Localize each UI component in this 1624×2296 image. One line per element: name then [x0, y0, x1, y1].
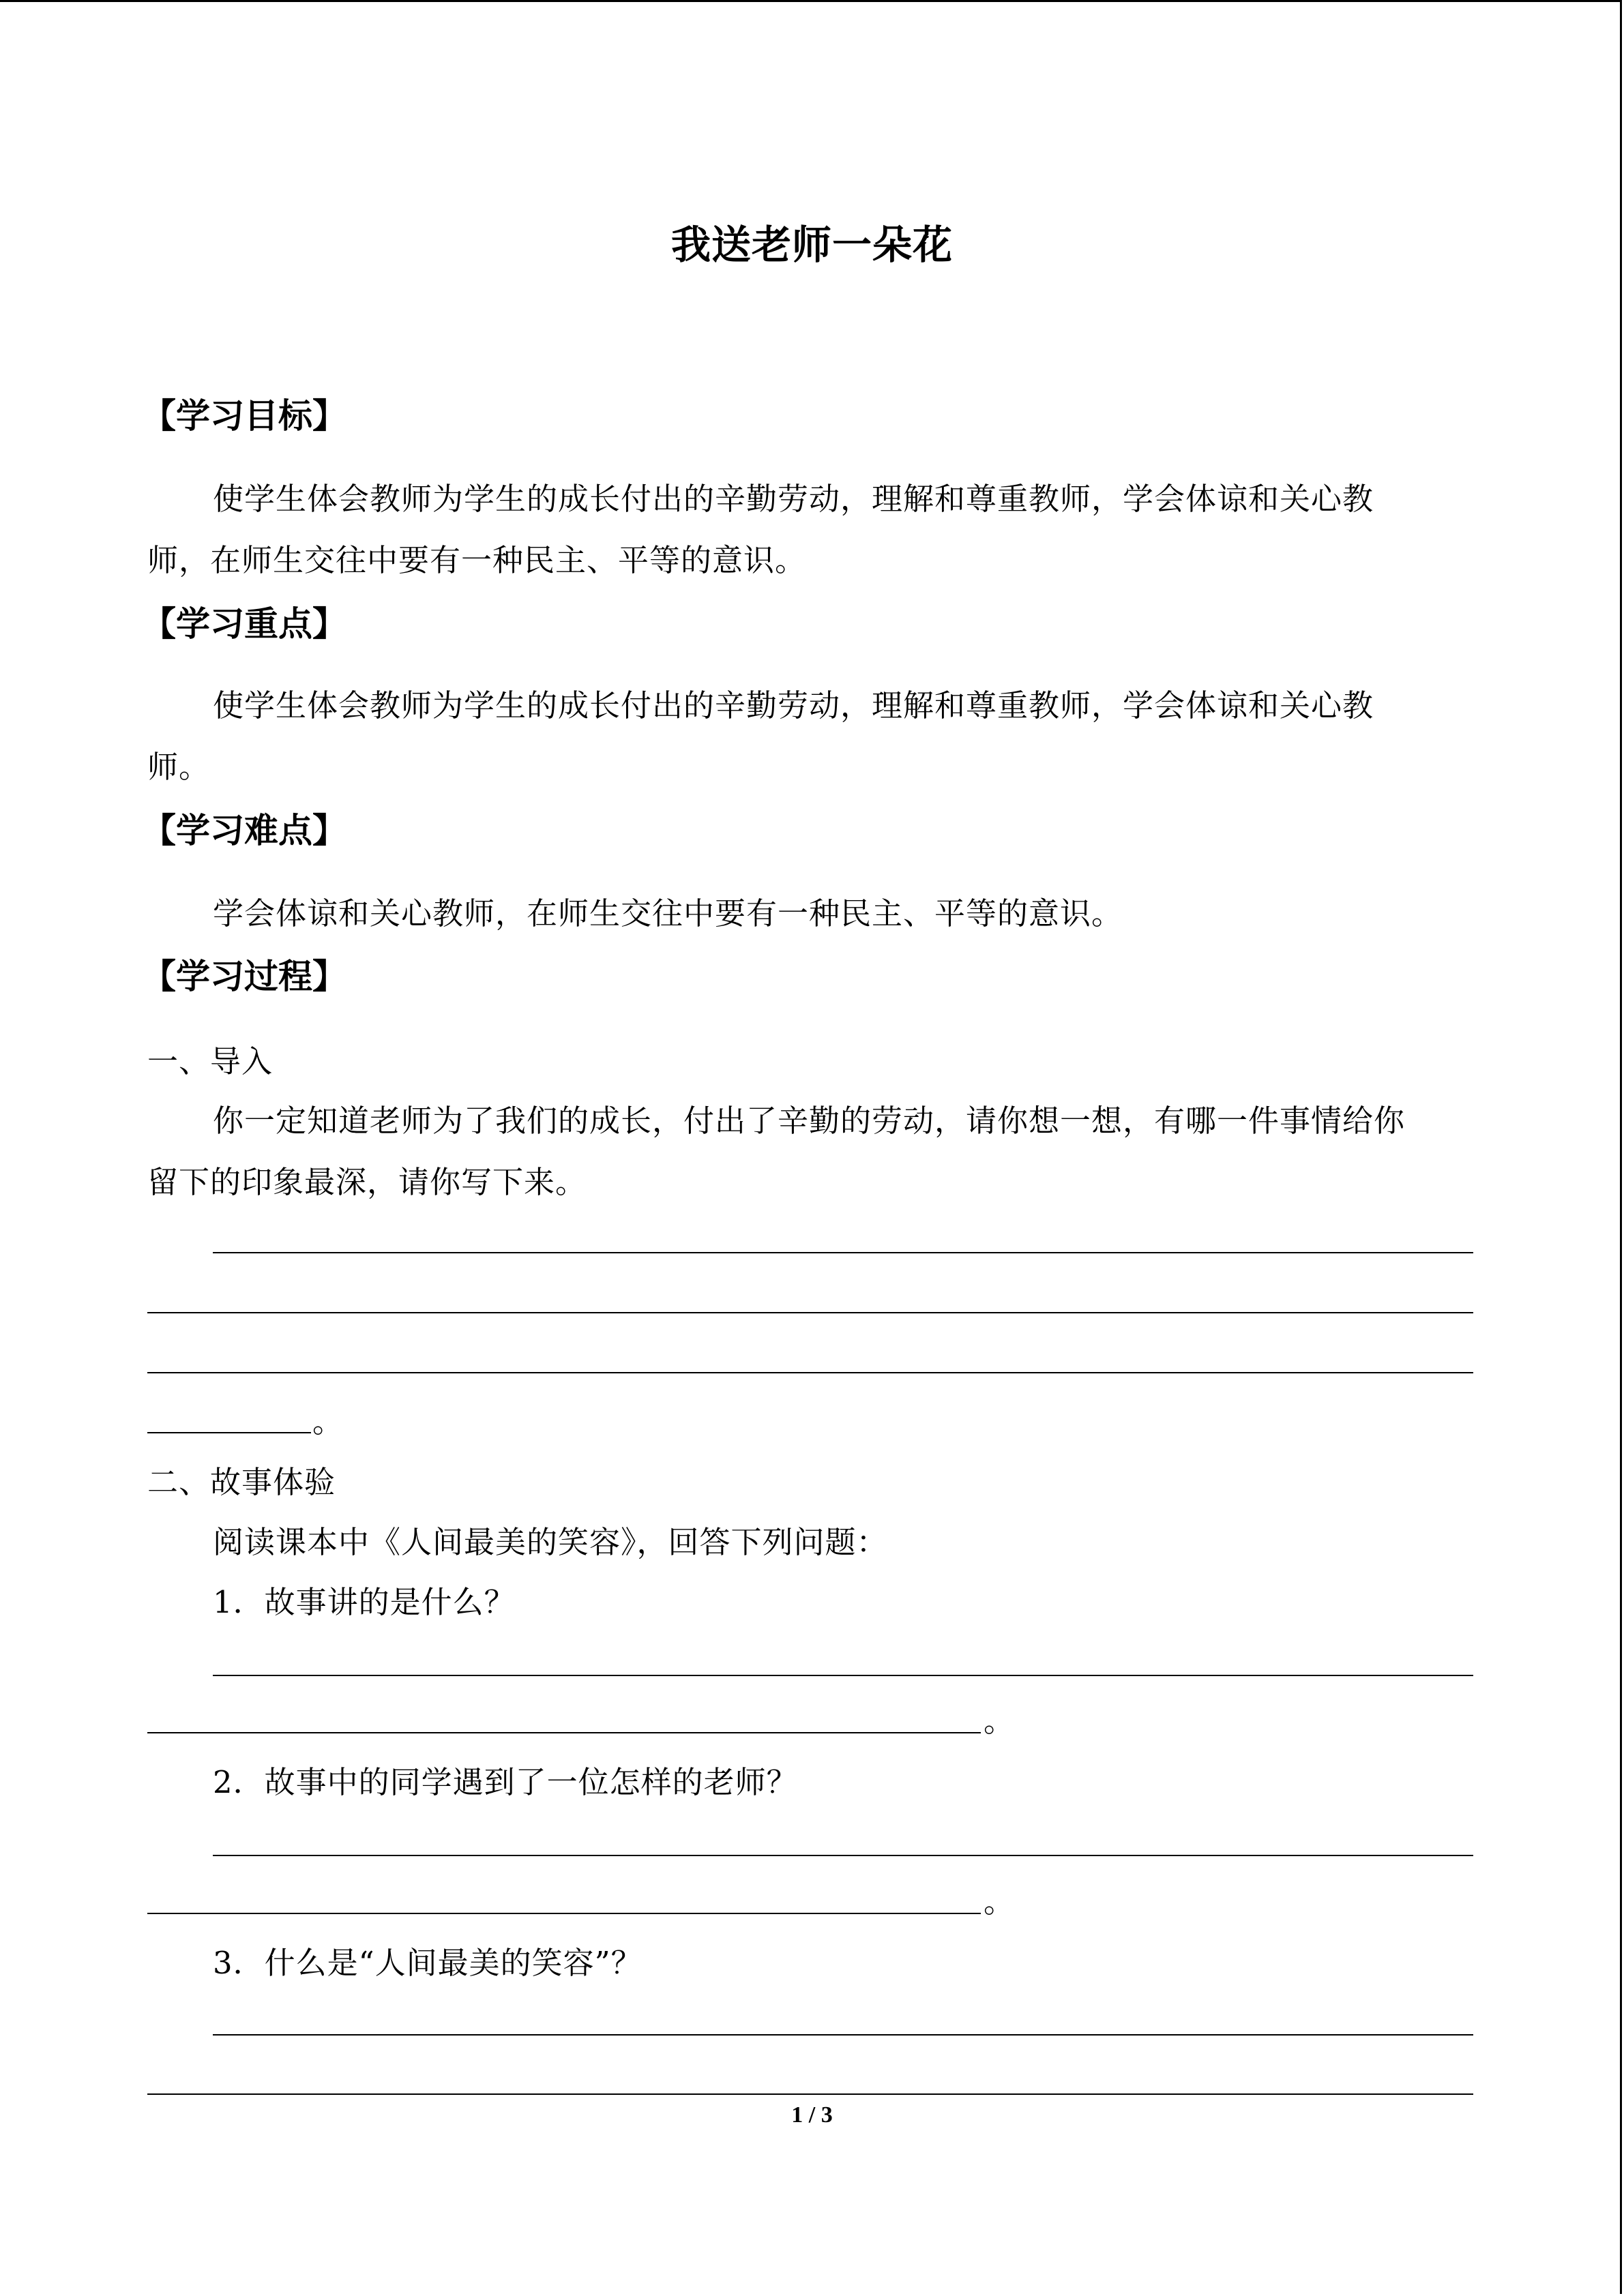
intro-text-line: 你一定知道老师为了我们的成长，付出了辛勤的劳动，请你想一想，有哪一件事情给你: [213, 1103, 1406, 1139]
answer-line[interactable]: [147, 1732, 981, 1733]
answer-line[interactable]: [213, 1855, 1473, 1856]
answer-line[interactable]: [147, 2093, 1473, 2095]
answer-line[interactable]: [147, 1372, 1473, 1373]
answer-line[interactable]: [213, 1252, 1473, 1253]
answer-line[interactable]: [147, 1312, 1473, 1313]
key-points-text-line: 师。: [147, 749, 211, 785]
page-title: 我送老师一朵花: [670, 222, 953, 268]
answer-end-mark: 。: [984, 1883, 1016, 1920]
section-heading-process: 【学习过程】: [142, 956, 346, 996]
key-points-text-line: 使学生体会教师为学生的成长付出的辛勤劳动，理解和尊重教师，学会体谅和关心教: [213, 687, 1374, 724]
intro-text-line: 留下的印象最深，请你写下来。: [147, 1164, 587, 1200]
answer-end-mark: 。: [312, 1403, 344, 1440]
intro-label: 一、导入: [147, 1043, 274, 1079]
page-number: 1 / 3: [791, 2102, 833, 2128]
story-label: 二、故事体验: [147, 1464, 336, 1500]
answer-line[interactable]: [213, 2034, 1473, 2036]
story-instruction: 阅读课本中《人间最美的笑容》，回答下列问题：: [213, 1524, 888, 1560]
question-2: 2．故事中的同学遇到了一位怎样的老师？: [213, 1764, 798, 1800]
section-heading-key-points: 【学习重点】: [142, 603, 346, 644]
answer-line[interactable]: [147, 1432, 311, 1433]
difficulties-text-line: 学会体谅和关心教师，在师生交往中要有一种民主、平等的意识。: [213, 895, 1123, 931]
answer-line[interactable]: [213, 1675, 1473, 1676]
objectives-text-line: 师，在师生交往中要有一种民主、平等的意识。: [147, 542, 807, 578]
answer-end-mark: 。: [984, 1703, 1016, 1739]
objectives-text-line: 使学生体会教师为学生的成长付出的辛勤劳动，理解和尊重教师，学会体谅和关心教: [213, 481, 1374, 517]
question-1: 1．故事讲的是什么？: [213, 1584, 516, 1620]
question-3: 3．什么是“人间最美的笑容”？: [213, 1945, 643, 1981]
section-heading-objectives: 【学习目标】: [142, 396, 346, 436]
answer-line[interactable]: [147, 1913, 981, 1914]
section-heading-difficulties: 【学习难点】: [142, 810, 346, 850]
